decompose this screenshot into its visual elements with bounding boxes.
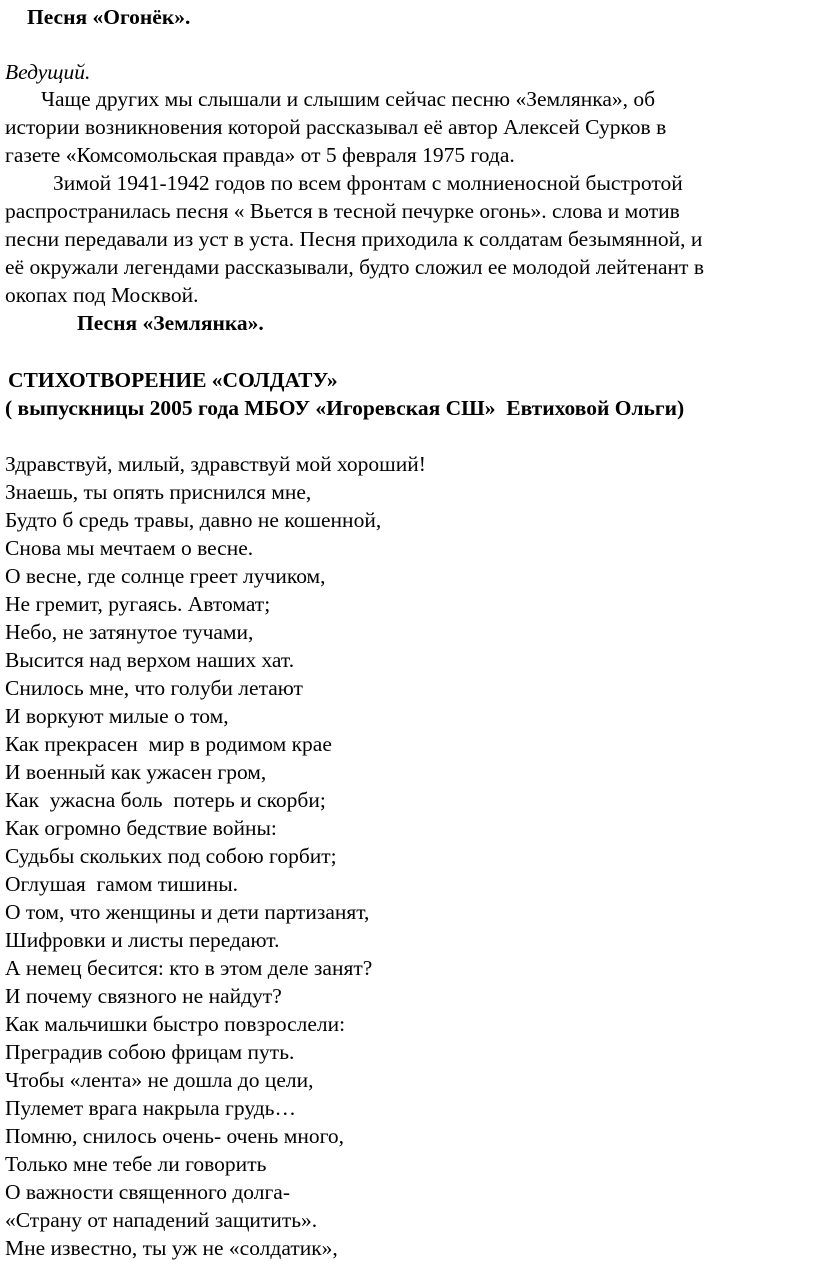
poem-line: Помню, снилось очень- очень много, — [5, 1124, 344, 1148]
poem-line: Здравствуй, милый, здравствуй мой хороший! — [5, 452, 426, 476]
poem-line: А немец бесится: кто в этом деле занят? — [5, 956, 373, 980]
poem-line: Знаешь, ты опять приснился мне, — [5, 480, 312, 504]
paragraph-2-line: её окружали легендами рассказывали, будто сложил ее молодой лейтенант в — [5, 255, 704, 279]
poem-line: Только мне тебе ли говорить — [5, 1152, 267, 1176]
poem-line: «Страну от нападений защитить». — [5, 1208, 318, 1232]
poem-line: Чтобы «лента» не дошла до цели, — [5, 1068, 314, 1092]
poem-line: Снова мы мечтаем о весне. — [5, 536, 254, 560]
poem-line: О важности священного долга- — [5, 1180, 291, 1204]
poem-line: Как ужасна боль потерь и скорби; — [5, 788, 326, 812]
poem-line: Будто б средь травы, давно не кошенной, — [5, 508, 382, 532]
poem-line: Небо, не затянутое тучами, — [5, 620, 254, 644]
poem-line: О весне, где солнце греет лучиком, — [5, 564, 326, 588]
poem-line: И почему связного не найдут? — [5, 984, 282, 1008]
paragraph-1-line: Чаще других мы слышали и слышим сейчас песню «Землянка», об — [41, 87, 656, 111]
song-title-ogonek: Песня «Огонёк». — [27, 5, 191, 29]
speaker-label: Ведущий. — [5, 60, 91, 84]
paragraph-1-line: истории возникновения которой рассказывал её автор Алексей Сурков в — [5, 115, 667, 139]
poem-line: Не гремит, ругаясь. Автомат; — [5, 592, 271, 616]
poem-line: Преградив собою фрицам путь. — [5, 1040, 295, 1064]
poem-author: ( выпускницы 2005 года МБОУ «Игоревская СШ» Евтиховой Ольги) — [5, 396, 685, 420]
poem-line: Мне известно, ты уж не «солдатик», — [5, 1236, 338, 1260]
song-title-zemlyanka: Песня «Землянка». — [77, 311, 264, 335]
paragraph-2-line: песни передавали из уст в уста. Песня приходила к солдатам безымянной, и — [5, 227, 703, 251]
poem-line: О том, что женщины и дети партизанят, — [5, 900, 370, 924]
poem-line: Судьбы скольких под собою горбит; — [5, 844, 337, 868]
paragraph-1-line: газете «Комсомольская правда» от 5 февраля 1975 года. — [5, 143, 515, 167]
paragraph-2-line: распространилась песня « Вьется в тесной печурке огонь». слова и мотив — [5, 199, 680, 223]
poem-line: Как огромно бедствие войны: — [5, 816, 277, 840]
poem-line: Пулемет врага накрыла грудь… — [5, 1096, 296, 1120]
poem-line: Как прекрасен мир в родимом крае — [5, 732, 332, 756]
poem-line: Как мальчишки быстро повзрослели: — [5, 1012, 346, 1036]
poem-line: И военный как ужасен гром, — [5, 760, 267, 784]
poem-line: Высится над верхом наших хат. — [5, 648, 295, 672]
poem-heading: СТИХОТВОРЕНИЕ «СОЛДАТУ» — [8, 368, 338, 392]
paragraph-2-line: окопах под Москвой. — [5, 283, 199, 307]
poem-line: Шифровки и листы передают. — [5, 928, 280, 952]
poem-line: Снилось мне, что голуби летают — [5, 676, 303, 700]
poem-line: Оглушая гамом тишины. — [5, 872, 239, 896]
paragraph-2-line: Зимой 1941-1942 годов по всем фронтам с молниеносной быстротой — [53, 171, 683, 195]
poem-line: И воркуют милые о том, — [5, 704, 229, 728]
